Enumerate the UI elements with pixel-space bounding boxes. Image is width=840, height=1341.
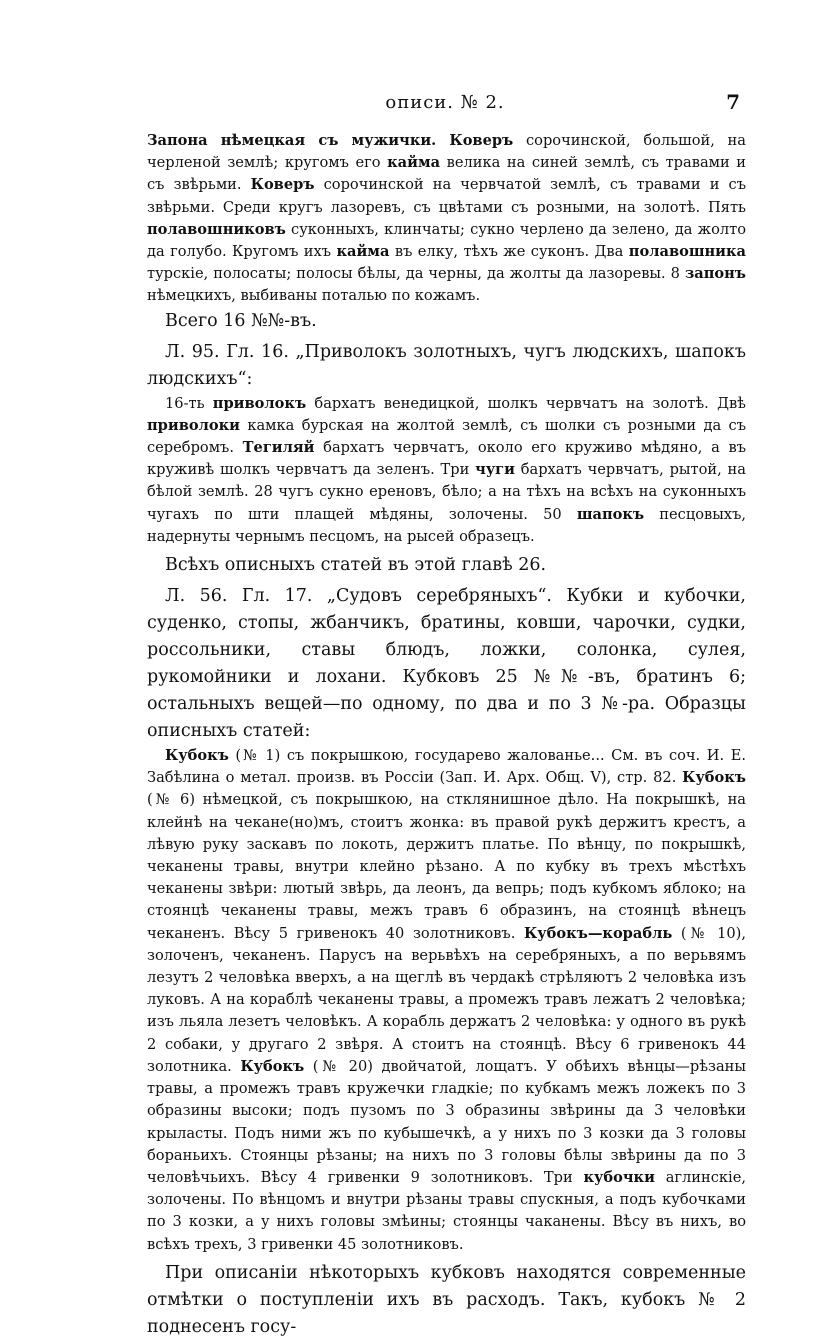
section-95-heading: Л. 95. Гл. 16. „Приволокъ золотныхъ, чугъ людскихъ, шапокъ людскихъ“: bbox=[147, 341, 746, 389]
text-run: сорочинской на червчатой землѣ, съ травами и съ звѣрьми. Среди кругъ лазоревъ, съ цвѣтами съ розными, на золотѣ. Пять bbox=[147, 176, 747, 216]
term-zapona: Запона нѣмецкая съ мужички. Коверъ bbox=[147, 132, 514, 149]
paragraph-cups bbox=[147, 745, 746, 1256]
page-body bbox=[147, 130, 746, 1341]
term-tegilyai: Тегиляй bbox=[242, 439, 315, 457]
term-polavoshnika: полавошника bbox=[628, 243, 747, 261]
text-run: камка бурская на жолтой землѣ, съ шолки съ розными да съ серебромъ. bbox=[147, 416, 746, 457]
text-run: бархатъ червчатъ, рытой, на бѣлой землѣ. 28 чугъ сукно ереновъ, бѣло; а на тѣхъ на всѣхъ на суконныхъ чугахъ по шти плащей мѣдяны, золочены. 50 bbox=[147, 461, 746, 523]
section-56-text: Л. 56. Гл. 17. „Судовъ серебряныхъ“. Кубки и кубочки, суденко, стопы, жбанчикъ, братины, ковши, чарочки, судки, россольники, ставы блюдъ, ложки, солонка, сулея, рукомойники и лохани. Кубковъ 25 №№-въ, братинъ 6; остальныхъ вещей—по одному, по два и по 3 №-ра. Образцы описныхъ статей: bbox=[147, 586, 746, 742]
paragraph-expenditure: При описаніи нѣкоторыхъ кубковъ находятся современные отмѣтки о поступленіи ихъ въ расходъ. Такъ, кубокъ № 2 поднесенъ госу- bbox=[147, 1262, 746, 1337]
text-run: бархатъ червчатъ, около его круживо мѣдяно, а въ круживѣ шолкъ червчатъ да зеленъ. Три bbox=[147, 439, 746, 479]
term-zapon: запонъ bbox=[684, 265, 746, 283]
text-run: аглинскіе, золочены. По вѣнцомъ и внутри рѣзаны травы спускныя, а подъ кубочками по 3 козки, а у нихъ головы змѣины; стоянцы чаканены. Вѣсу въ нихъ, во всѣхъ трехъ, 3 гривенки 45 золотниковъ. bbox=[147, 1168, 746, 1253]
text-run: сорочинской, большой, на черленой землѣ; кругомъ его bbox=[147, 132, 746, 172]
term-shapok: шапокъ bbox=[576, 505, 645, 523]
text-run: бархатъ венедицкой, шолкъ червчатъ на золотѣ. Двѣ bbox=[306, 394, 746, 412]
term-kubok-6: Кубокъ bbox=[682, 769, 746, 787]
text-run: велика на синей землѣ, съ травами и съ звѣрьми. bbox=[147, 154, 746, 194]
page-number: 7 bbox=[726, 90, 740, 114]
term-kover: Коверъ bbox=[250, 176, 315, 194]
term-kubok-1: Кубокъ bbox=[165, 747, 229, 765]
text-run: (№ 20) двойчатой, лощатъ. У обѣихъ вѣнцы—рѣзаны травы, а промежъ травъ кружечки гладкіе; по кубкамъ межъ ложекъ по 3 образины высоки; подъ пузомъ по 3 образины звѣрины да 3 человѣки крыласты. Подъ ними жъ по кубышечкѣ, а у нихъ по 3 козки да 3 головы бораньихъ. Стоянцы рѣзаны; на нихъ по 3 головы бѣлы звѣрины да по 3 человѣчьихъ. Вѣсу 4 гривенки 9 золотниковъ. Три bbox=[147, 1057, 746, 1186]
text-run: (№ 1) съ покрышкою, государево жалованье... См. въ соч. И. Е. Забѣлина о метал. произв. въ Россіи (Зап. И. Арх. Общ. V), стр. 82. bbox=[147, 747, 746, 787]
term-kubok-korabl: Кубокъ—корабль bbox=[524, 924, 673, 942]
text-run: суконныхъ, клинчаты; сукно черлено да зелено, да жолто да голубо. Кругомъ ихъ bbox=[147, 220, 746, 261]
total-items: Всего 16 №№-въ. bbox=[165, 310, 317, 331]
term-kaima-2: кайма bbox=[336, 243, 390, 261]
text-run: песцовыхъ, надернуты чернымъ песцомъ, на рысей образецъ. bbox=[147, 505, 746, 545]
term-polavoshnikov: полавошниковъ bbox=[147, 220, 286, 238]
text-run: (№ 10), золоченъ, чеканенъ. Парусъ на верьвѣхъ на серебряныхъ, а по верьвямъ лезутъ 2 человѣка вверхъ, а на щеглѣ въ чердакѣ стрѣляютъ 2 человѣка изъ луковъ. А на кораблѣ чеканены травы, а промежъ травъ лежатъ 2 человѣка; изъ льяла лезетъ человѣкъ. А корабль держатъ 2 человѣка: у одного въ рукѣ 2 собаки, у другаго 2 звѣря. А стоитъ на стоянцѣ. Вѣсу 6 гривенокъ 44 золотника. bbox=[147, 924, 746, 1075]
term-kubochki: кубочки bbox=[583, 1168, 655, 1186]
text-run: въ елку, тѣхъ же суконъ. Два bbox=[389, 243, 629, 261]
term-kubok-20: Кубокъ bbox=[240, 1057, 305, 1075]
term-privolok: приволокъ bbox=[212, 394, 307, 412]
paragraph-garments bbox=[147, 393, 746, 548]
text-run: 16-ть bbox=[165, 394, 213, 412]
running-title: описи. № 2. bbox=[385, 92, 505, 113]
page-header bbox=[145, 92, 745, 118]
text-run: (№ 6) нѣмецкой, съ покрышкою, на стклянишное дѣло. На покрышкѣ, на клейнѣ на чекане(но)мъ, стоитъ жонка: въ правой рукѣ держитъ крестъ, а лѣвую руку заскавъ по локоть, держитъ платье. По вѣнцу, по покрышкѣ, чеканены травы, внутри клейно рѣзано. А по кубку въ трехъ мѣстѣхъ чеканены звѣри: лютый звѣрь, да леонъ, да вепрь; подъ кубкомъ яблоко; на стоянцѣ чеканены травы, межъ травъ 6 образинъ, на стоянцѣ вѣнецъ чеканенъ. Вѣсу 5 гривенокъ 40 золотниковъ. bbox=[147, 791, 746, 942]
term-kaima: кайма bbox=[387, 154, 441, 172]
term-privoloki: приволоки bbox=[147, 416, 240, 434]
term-chugi: чуги bbox=[475, 461, 515, 479]
text-run: турскіе, полосаты; полосы бѣлы, да черны, да жолты да лазоревы. 8 bbox=[147, 265, 685, 283]
paragraph-carpets bbox=[147, 130, 746, 308]
text-run: нѣмецкихъ, выбиваны поталью по кожамъ. bbox=[147, 287, 481, 305]
total-articles: Всѣхъ описныхъ статей въ этой главѣ 26. bbox=[165, 555, 547, 576]
